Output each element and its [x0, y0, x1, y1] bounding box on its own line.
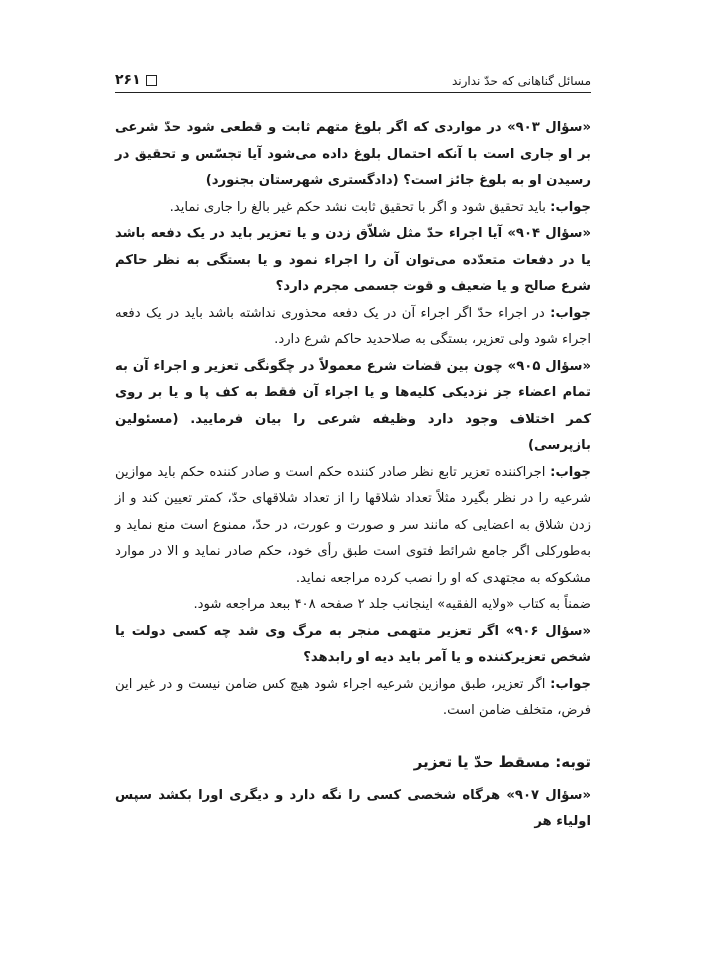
answer-904 [115, 301, 591, 354]
answer-text: در اجراء حدّ اگر اجراء آن در یک دفعه محذوری نداشته باشد باید در یک دفعه اجراء شود ولی تعزیر، بستگی به صلاحدید حاکم شرع دارد. [115, 305, 591, 347]
question-903: «سؤال ۹۰۳» در مواردی که اگر بلوغ متهم ثابت و قطعی شود حدّ شرعی بر او جاری است با آنکه احتمال بلوغ داده می‌شود آیا تجسّس و تحقیق در رسیدن او به بلوغ جائز است؟ (دادگستری شهرستان بجنورد) [115, 120, 591, 188]
answer-905 [115, 460, 591, 593]
answer-text: اگر تعزیر، طبق موازین شرعیه اجراء شود هیچ کس ضامن نیست و در غیر این فرض، متخلف ضامن است. [115, 676, 591, 718]
question-907: «سؤال ۹۰۷» هرگاه شخصی کسی را نگه دارد و دیگری اورا بکشد سپس اولیاء هر [115, 787, 592, 829]
answer-label: جواب: [550, 464, 591, 480]
answer-text: اجراکننده تعزیر تابع نظر صادر کننده حکم است و صادر کننده حکم باید موازین شرعیه را در نظر بگیرد مثلاً تعداد شلاقها را از تعداد شلاقهای حدّ، کمتر تعیین کند و از زدن شلاق به اعضایی که مانند سر و صورت و عورت، در حدّ، ممنوع است منع نماید و به‌طورکلی اگر جامع شرائط فتوی است طبق رأی خود، حکم صادر نماید و الا در موارد مشکوکه به مجتهدی که او را نصب کرده مراجعه نماید. [115, 464, 591, 586]
page-number: ۲۶۱ [115, 72, 141, 88]
answer-label: جواب: [550, 305, 591, 321]
square-icon [146, 75, 157, 86]
answer-903 [115, 195, 591, 222]
answer-label: جواب: [550, 199, 591, 215]
page-body [115, 115, 591, 836]
page-header [115, 70, 591, 93]
question-905: «سؤال ۹۰۵» چون بین قضات شرع معمولاً در چگونگی تعزیر و اجراء آن به تمام اعضاء جز نزدیکی کلیه‌ها و یا اجراء آن فقط به کف پا و یا بر روی کمر اختلاف وجود دارد وظیفه شرعی را بیان فرمایید. (مسئولین بازپرسی) [115, 358, 592, 453]
page-number-group [115, 72, 157, 88]
section-heading: توبه: مسقط حدّ یا تعزیر [413, 752, 591, 771]
answer-label: جواب: [550, 676, 591, 692]
question-904: «سؤال ۹۰۴» آیا اجراء حدّ مثل شلاّق زدن و یا تعزیر باید در یک دفعه باشد یا در دفعات متعدّده می‌توان آن را اجراء نمود و یا بستگی به نظر حاکم شرع صالح و یا ضعیف و قوت جسمی مجرم دارد؟ [115, 226, 592, 294]
reference-note: ضمناً به کتاب «ولایه الفقیه» اینجانب جلد ۲ صفحه ۴۰۸ ببعد مراجعه شود. [193, 597, 591, 612]
question-906: «سؤال ۹۰۶» اگر تعزیر متهمی منجر به مرگ وی شد چه کسی دولت یا شخص تعزیرکننده و یا آمر باید دیه او رابدهد؟ [115, 623, 591, 665]
running-title: مسائل گناهانی که حدّ ندارند [451, 74, 591, 88]
book-page [115, 70, 591, 959]
answer-text: باید تحقیق شود و اگر با تحقیق ثابت نشد حکم غیر بالغ را جاری نماید. [169, 199, 546, 215]
answer-906 [115, 672, 591, 725]
